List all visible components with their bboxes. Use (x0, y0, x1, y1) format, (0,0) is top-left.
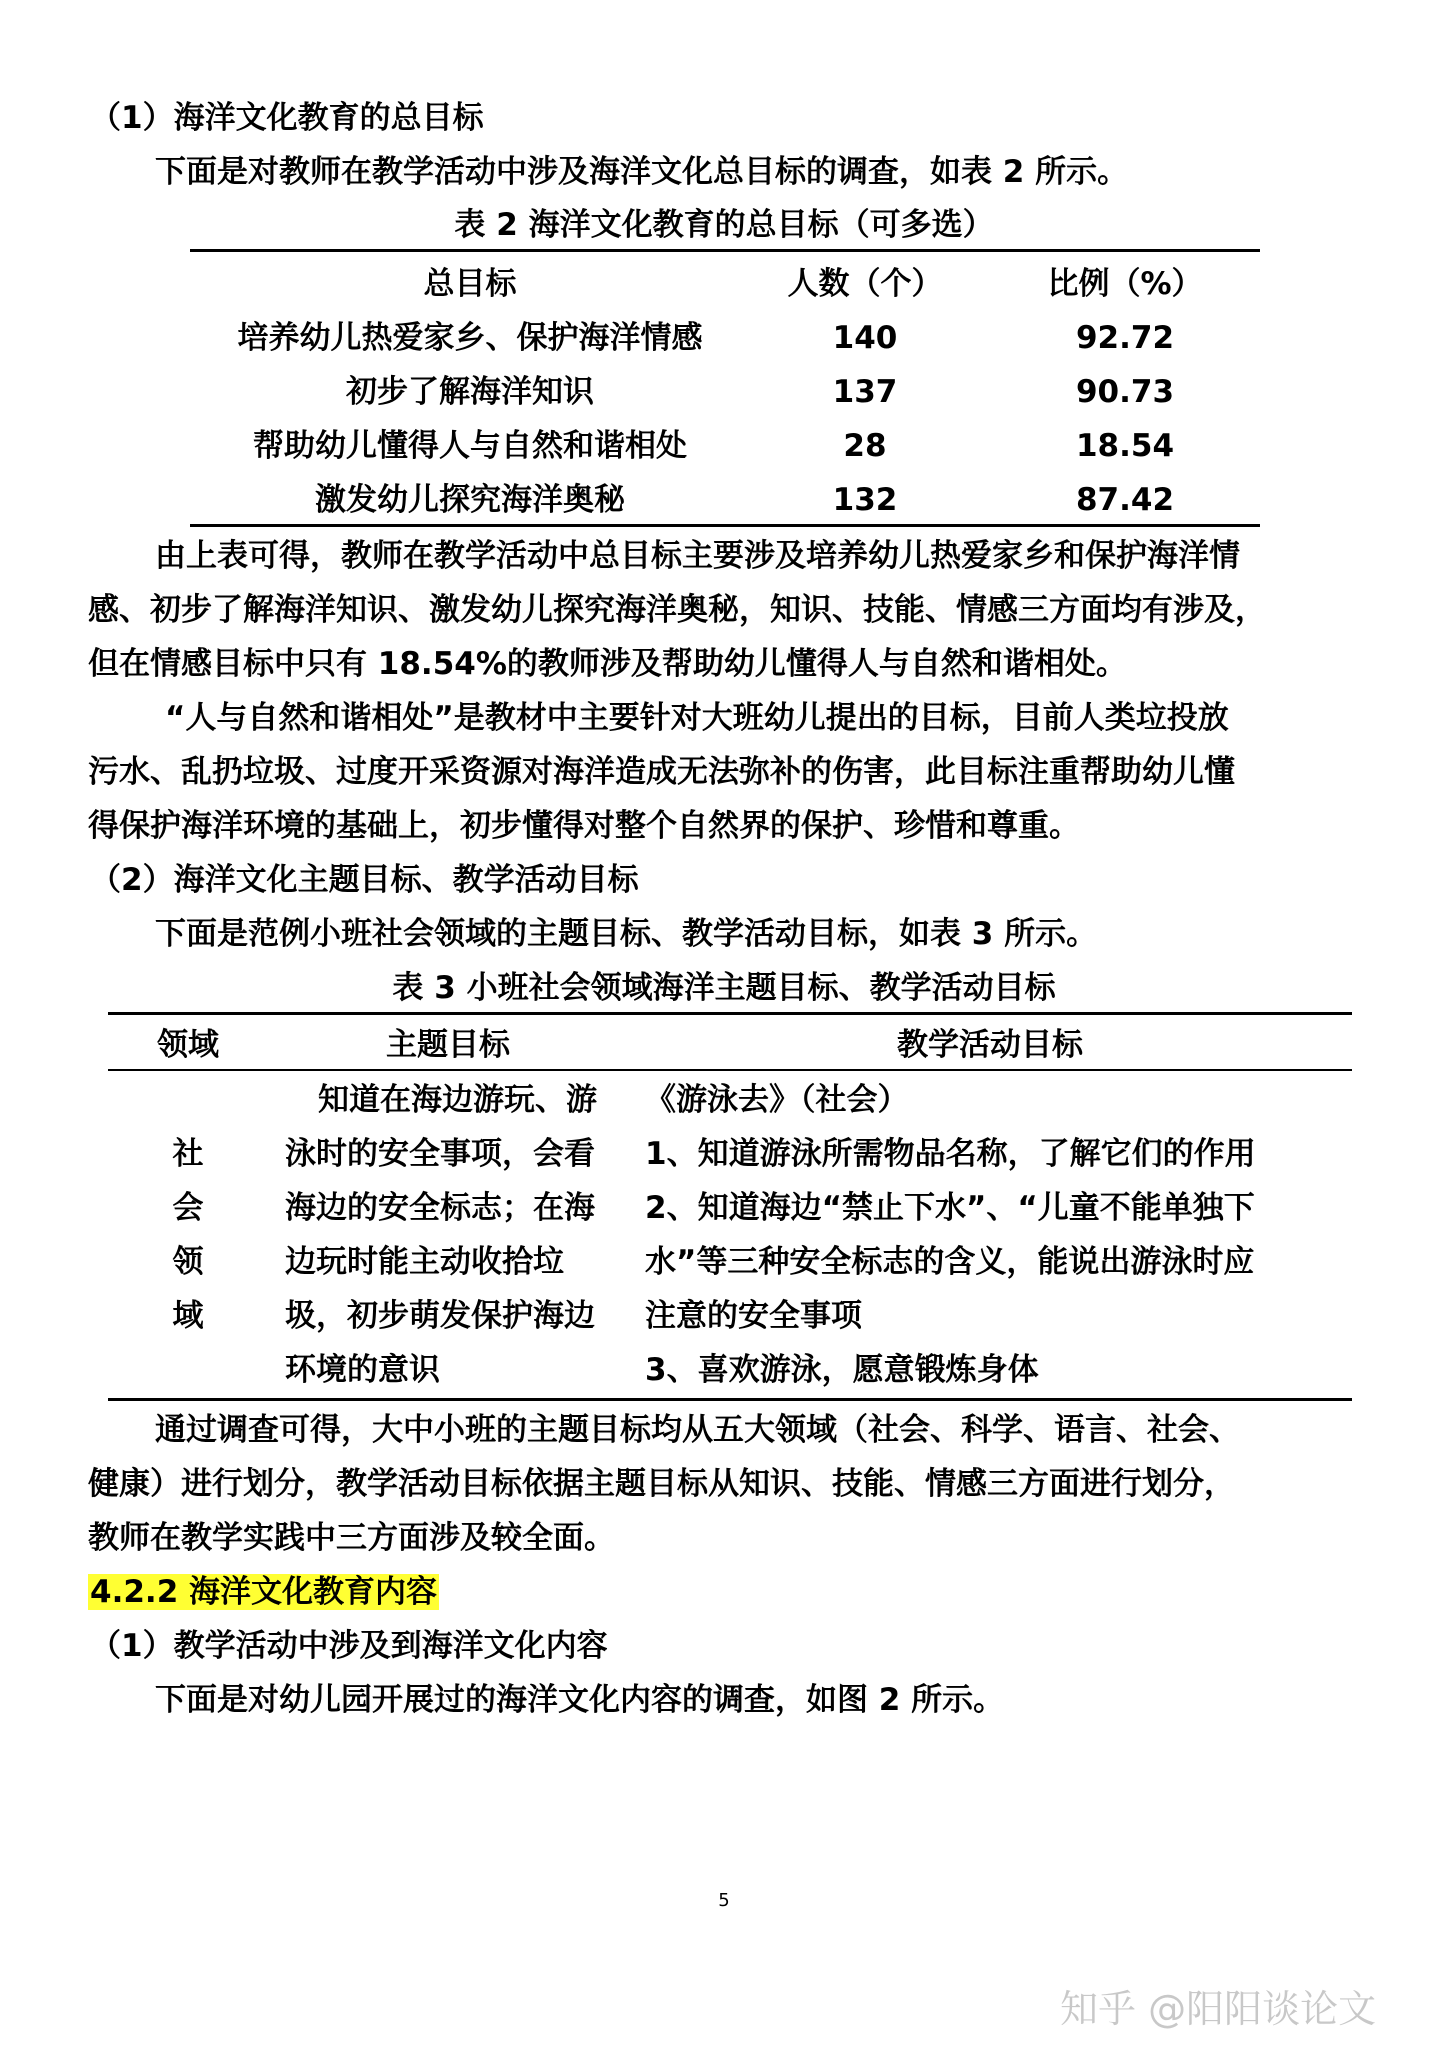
theme-goal-line: 泳时的安全事项，会看 (285, 1136, 595, 1172)
domain-char: 域 (172, 1298, 204, 1334)
paragraph-line: 但在情感目标中只有 18.54%的教师涉及帮助幼儿懂得人与自然和谐相处。 (88, 646, 1127, 682)
table-cell: 激发幼儿探究海洋奥秘 (315, 482, 625, 518)
paragraph-line: 健康）进行划分，教学活动目标依据主题目标从知识、技能、情感三方面进行划分， (88, 1466, 1235, 1502)
table-cell: 87.42 (1075, 482, 1175, 518)
watermark: 知乎 @阳阳谈论文 (1060, 1987, 1377, 2031)
section-heading-highlighted (88, 1572, 439, 1612)
table-cell: 90.73 (1075, 374, 1175, 410)
table-bottom-rule (108, 1398, 1352, 1401)
table-cell: 初步了解海洋知识 (346, 374, 594, 410)
domain-char: 社 (172, 1136, 204, 1172)
table-caption: 表 2 海洋文化教育的总目标（可多选） (454, 207, 994, 243)
theme-goal-line: 边玩时能主动收拾垃 (285, 1244, 564, 1280)
theme-goal-line: 圾，初步萌发保护海边 (285, 1298, 595, 1334)
theme-goal-line: 环境的意识 (285, 1352, 440, 1388)
table-cell: 培养幼儿热爱家乡、保护海洋情感 (237, 320, 703, 356)
theme-goal-line: 知道在海边游玩、游 (318, 1082, 597, 1118)
intro-paragraph: 下面是对幼儿园开展过的海洋文化内容的调查，如图 2 所示。 (155, 1682, 1005, 1718)
table-cell: 140 (832, 320, 898, 356)
section-heading: （2）海洋文化主题目标、教学活动目标 (90, 862, 639, 898)
intro-paragraph: 下面是对教师在教学活动中涉及海洋文化总目标的调查，如表 2 所示。 (155, 154, 1129, 190)
table-header: 人数（个） (787, 266, 943, 302)
table-cell: 18.54 (1075, 428, 1175, 464)
section-heading: （1）海洋文化教育的总目标 (90, 100, 484, 136)
activity-goal-line: 1、知道游泳所需物品名称，了解它们的作用 (645, 1136, 1256, 1172)
paragraph-line: 通过调查可得，大中小班的主题目标均从五大领域（社会、科学、语言、社会、 (155, 1412, 1240, 1448)
paragraph-line: 感、初步了解海洋知识、激发幼儿探究海洋奥秘，知识、技能、情感三方面均有涉及， (88, 592, 1266, 628)
page-number: 5 (718, 1890, 730, 1911)
table-cell: 帮助幼儿懂得人与自然和谐相处 (253, 428, 687, 464)
highlighted-heading: 4.2.2 海洋文化教育内容 (90, 1574, 438, 1610)
activity-goal-line: 2、知道海边“禁止下水”、“儿童不能单独下 (645, 1190, 1255, 1226)
activity-goal-line: 3、喜欢游泳，愿意锻炼身体 (645, 1352, 1039, 1388)
paragraph-line: 得保护海洋环境的基础上，初步懂得对整个自然界的保护、珍惜和尊重。 (88, 808, 1080, 844)
table-top-rule (108, 1012, 1352, 1015)
table-cell: 28 (843, 428, 887, 464)
intro-paragraph: 下面是范例小班社会领域的主题目标、教学活动目标，如表 3 所示。 (155, 916, 1098, 952)
domain-char: 领 (172, 1244, 204, 1280)
table-cell: 137 (832, 374, 898, 410)
activity-goal-line: 水”等三种安全标志的含义，能说出游泳时应 (645, 1244, 1255, 1280)
paragraph-line: “人与自然和谐相处”是教材中主要针对大班幼儿提出的目标，目前人类垃投放 (165, 700, 1229, 736)
table-bottom-rule (190, 524, 1260, 527)
table-caption: 表 3 小班社会领域海洋主题目标、教学活动目标 (392, 970, 1056, 1006)
table-cell: 132 (832, 482, 898, 518)
activity-goal-line: 《游泳去》（社会） (645, 1082, 909, 1118)
subsection-heading: （1）教学活动中涉及到海洋文化内容 (90, 1628, 608, 1664)
activity-goal-line: 注意的安全事项 (645, 1298, 862, 1334)
table-header-rule (108, 1069, 1352, 1071)
paragraph-line: 由上表可得，教师在教学活动中总目标主要涉及培养幼儿热爱家乡和保护海洋情 (155, 538, 1240, 574)
table-header: 教学活动目标 (897, 1027, 1083, 1063)
domain-char: 会 (172, 1190, 204, 1226)
table-top-rule (190, 249, 1260, 252)
paragraph-line: 教师在教学实践中三方面涉及较全面。 (88, 1520, 615, 1556)
theme-goal-line: 海边的安全标志；在海 (285, 1190, 595, 1226)
table-header: 领域 (157, 1027, 219, 1063)
table-cell: 92.72 (1075, 320, 1175, 356)
table-header: 主题目标 (386, 1027, 510, 1063)
table-header: 总目标 (423, 266, 517, 302)
table-header: 比例（%） (1047, 266, 1203, 302)
paragraph-line: 污水、乱扔垃圾、过度开采资源对海洋造成无法弥补的伤害，此目标注重帮助幼儿懂 (88, 754, 1235, 790)
